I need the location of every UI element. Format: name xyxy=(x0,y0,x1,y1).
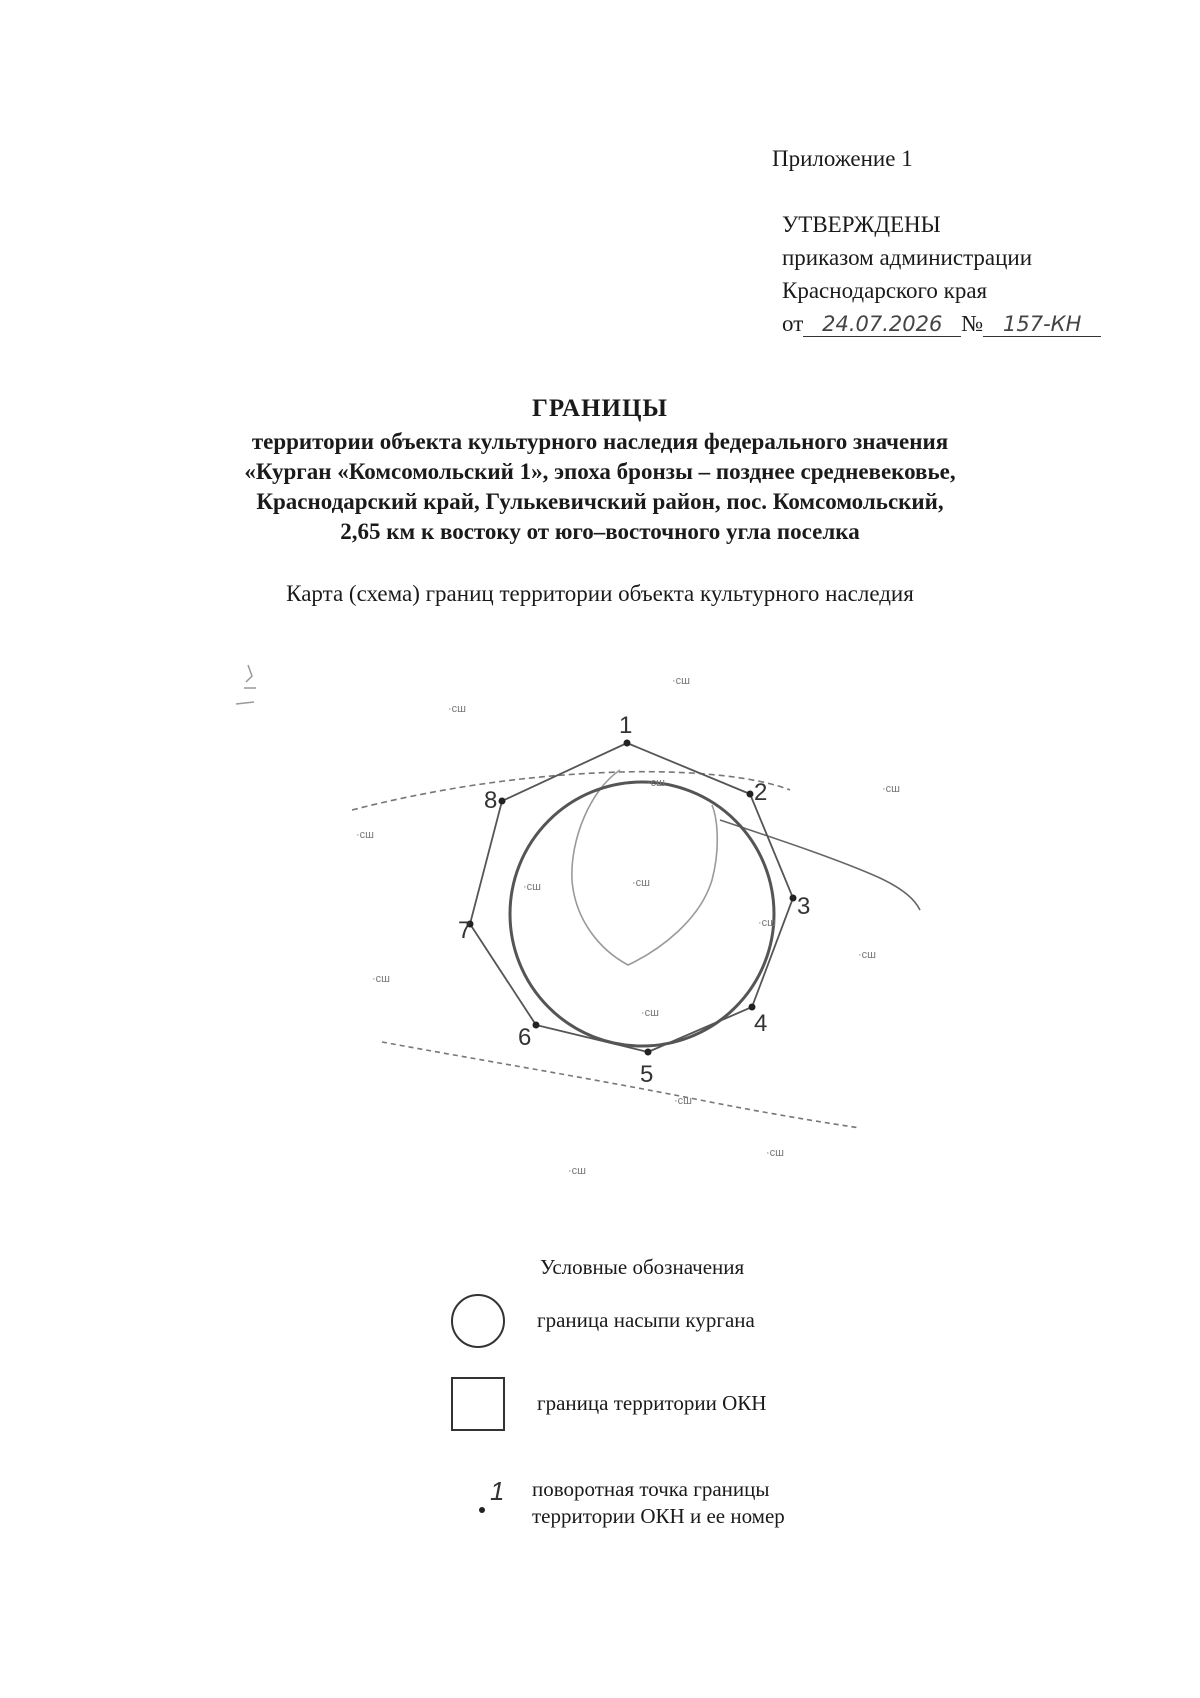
elevation-mark: ·сш xyxy=(523,881,541,893)
elevation-mark: ·сш xyxy=(356,829,374,841)
order-line-1: приказом администрации xyxy=(782,245,1033,270)
point-label-1: 1 xyxy=(619,712,633,739)
lower-road-line xyxy=(382,1042,860,1128)
point-label-2: 2 xyxy=(754,779,768,806)
turning-point-5 xyxy=(645,1049,652,1056)
mound-inner-contour xyxy=(572,770,717,965)
elevation-mark: ·сш xyxy=(766,1147,784,1159)
title-heading: ГРАНИЦЫ xyxy=(532,395,668,422)
elevation-marks xyxy=(356,675,900,1177)
turning-point-6 xyxy=(533,1022,540,1029)
elevation-mark: ·сш xyxy=(372,973,390,985)
point-label-6: 6 xyxy=(518,1024,532,1051)
legend-title: Условные обозначения xyxy=(540,1255,745,1279)
date-prefix: от xyxy=(782,311,804,336)
approved-label: УТВЕРЖДЕНЫ xyxy=(782,212,941,237)
okn-territory-boundary xyxy=(470,743,793,1052)
north-arrow-icon xyxy=(236,665,256,704)
turning-point-3 xyxy=(790,895,797,902)
turning-point-1 xyxy=(624,740,631,747)
legend-circle-icon xyxy=(452,1295,504,1347)
title-line-3: Краснодарский край, Гулькевичский район, пос. Комсомольский, xyxy=(256,489,944,514)
handwritten-number: 157-КН xyxy=(983,312,1101,337)
point-label-7: 7 xyxy=(458,917,472,944)
legend-turning-point-line-1: поворотная точка границы xyxy=(532,1477,770,1501)
turning-points xyxy=(467,740,797,1056)
legend-point-number: 1 xyxy=(490,1476,505,1506)
legend-point-icon xyxy=(479,1507,485,1513)
right-road-line xyxy=(720,820,920,910)
title-line-4: 2,65 км к востоку от юго–восточного угла поселка xyxy=(340,519,860,544)
turning-point-2 xyxy=(747,791,754,798)
title-line-2: «Курган «Комсомольский 1», эпоха бронзы – позднее средневековье, xyxy=(244,459,956,484)
elevation-mark: ·сш xyxy=(632,877,650,889)
point-label-5: 5 xyxy=(640,1061,654,1088)
point-label-4: 4 xyxy=(754,1010,768,1037)
elevation-mark: ·сш xyxy=(672,675,690,687)
appendix-label: Приложение 1 xyxy=(772,146,913,171)
elevation-mark: ·сш xyxy=(647,777,665,789)
elevation-mark: ·сш xyxy=(858,949,876,961)
elevation-mark: ·сш xyxy=(448,703,466,715)
number-prefix: № xyxy=(961,311,984,336)
elevation-mark: ·сш xyxy=(758,917,776,929)
turning-point-8 xyxy=(499,798,506,805)
legend-square-icon xyxy=(452,1378,504,1430)
title-line-1: территории объекта культурного наследия федерального значения xyxy=(251,429,949,454)
elevation-mark: ·сш xyxy=(568,1165,586,1177)
legend-territory-label: граница территории ОКН xyxy=(537,1391,767,1415)
elevation-mark: ·сш xyxy=(674,1095,692,1107)
handwritten-date: 24.07.2026 xyxy=(803,312,961,337)
point-label-3: 3 xyxy=(797,893,811,920)
legend-turning-point-label xyxy=(532,1476,785,1530)
elevation-mark: ·сш xyxy=(641,1007,659,1019)
order-line-2: Краснодарского края xyxy=(782,278,988,303)
elevation-mark: ·сш xyxy=(882,783,900,795)
legend-mound-label: граница насыпи кургана xyxy=(537,1308,755,1332)
map-caption: Карта (схема) границ территории объекта культурного наследия xyxy=(286,581,914,606)
legend-turning-point-line-2: территории ОКН и ее номер xyxy=(532,1504,785,1528)
point-label-8: 8 xyxy=(484,787,498,814)
